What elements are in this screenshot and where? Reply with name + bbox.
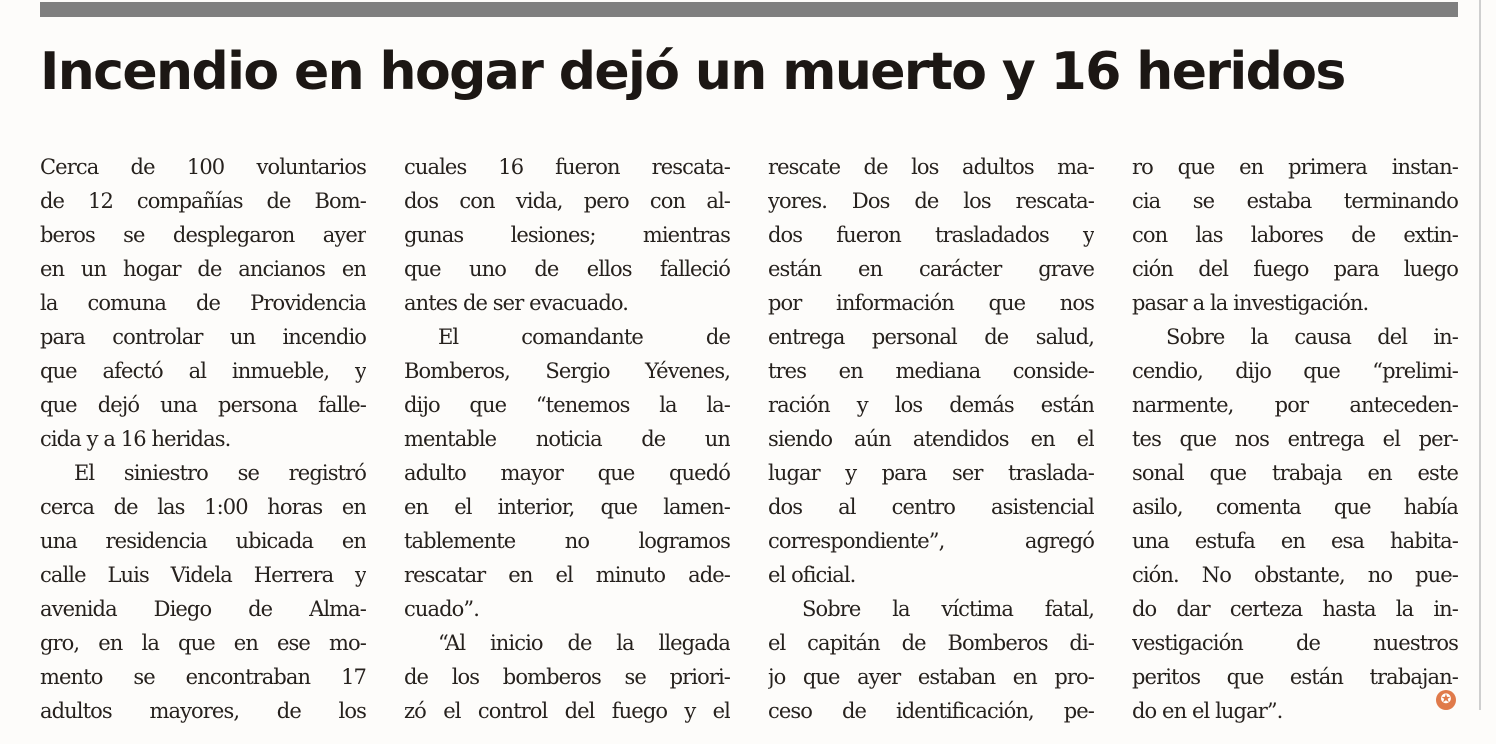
text-line: rescate de los adultos ma-	[768, 155, 1094, 179]
text-line: sonal que trabaja en este	[1132, 461, 1458, 485]
top-rule	[40, 2, 1458, 17]
text-line: una residencia ubicada en	[40, 529, 366, 553]
text-line: Bomberos, Sergio Yévenes,	[404, 359, 730, 383]
text-line: lugar y para ser traslada-	[768, 461, 1094, 485]
article-column-1	[40, 150, 366, 728]
text-line: vestigación de nuestros	[1132, 631, 1458, 655]
text-line: cuado”.	[404, 597, 480, 621]
text-line: Cerca de 100 voluntarios	[40, 155, 366, 179]
text-line: cerca de las 1:00 horas en	[40, 495, 366, 519]
text-line: gunas lesiones; mientras	[404, 223, 730, 247]
text-line: tes que nos entrega el per-	[1132, 427, 1458, 451]
text-line: do dar certeza hasta la in-	[1132, 597, 1458, 621]
text-line: ración y los demás están	[768, 393, 1094, 417]
text-line: correspondiente”, agregó	[768, 529, 1094, 553]
text-line: dos fueron trasladados y	[768, 223, 1094, 247]
text-line: gro, en la que en ese mo-	[40, 631, 366, 655]
text-line: pasar a la investigación.	[1132, 291, 1369, 315]
text-line: dos al centro asistencial	[768, 495, 1094, 519]
text-line: de los bomberos se priori-	[404, 665, 730, 689]
text-line: ción del fuego para luego	[1132, 257, 1458, 281]
text-line: cia se estaba terminando	[1132, 189, 1458, 213]
text-line: están en carácter grave	[768, 257, 1094, 281]
text-line: con las labores de extin-	[1132, 223, 1458, 247]
text-line: ro que en primera instan-	[1132, 155, 1458, 179]
text-line: “Al inicio de la llegada	[438, 631, 730, 655]
text-line: adultos mayores, de los	[40, 699, 366, 723]
text-line: ceso de identificación, pe-	[768, 699, 1094, 723]
text-line: El siniestro se registró	[74, 461, 366, 485]
text-line: mentable noticia de un	[404, 427, 730, 451]
text-line: en un hogar de ancianos en	[40, 257, 366, 281]
text-line: narmente, por anteceden-	[1132, 393, 1458, 417]
headline: Incendio en hogar dejó un muerto y 16 heridos	[40, 42, 1345, 102]
text-line: de 12 compañías de Bom-	[40, 189, 366, 213]
text-line: en el interior, que lamen-	[404, 495, 730, 519]
text-line: entrega personal de salud,	[768, 325, 1094, 349]
text-line: adulto mayor que quedó	[404, 461, 730, 485]
text-line: que uno de ellos falleció	[404, 257, 730, 281]
text-line: asilo, comenta que había	[1132, 495, 1458, 519]
text-line: jo que ayer estaban en pro-	[768, 665, 1094, 689]
text-line: El comandante de	[438, 325, 730, 349]
text-line: por información que nos	[768, 291, 1094, 315]
star-in-circle-icon: ✪	[1436, 690, 1456, 710]
text-line: Sobre la causa del in-	[1166, 325, 1458, 349]
text-line: mento se encontraban 17	[40, 665, 366, 689]
text-line: cida y a 16 heridas.	[40, 427, 231, 451]
article-column-4	[1132, 150, 1458, 728]
article-column-3	[768, 150, 1094, 728]
text-line: que afectó al inmueble, y	[40, 359, 366, 383]
text-line: para controlar un incendio	[40, 325, 366, 349]
column-rule	[1479, 0, 1481, 710]
text-line: dos con vida, pero con al-	[404, 189, 730, 213]
text-line: tablemente no logramos	[404, 529, 730, 553]
text-line: do en el lugar”.	[1132, 699, 1283, 723]
text-line: peritos que están trabajan-	[1132, 665, 1458, 689]
text-line: zó el control del fuego y el	[404, 699, 730, 723]
text-line: calle Luis Videla Herrera y	[40, 563, 366, 587]
text-line: tres en mediana conside-	[768, 359, 1094, 383]
text-line: una estufa en esa habita-	[1132, 529, 1458, 553]
text-line: avenida Diego de Alma-	[40, 597, 366, 621]
article-column-2	[404, 150, 730, 728]
text-line: el capitán de Bomberos di-	[768, 631, 1094, 655]
text-line: ción. No obstante, no pue-	[1132, 563, 1458, 587]
text-line: yores. Dos de los rescata-	[768, 189, 1094, 213]
text-line: cuales 16 fueron rescata-	[404, 155, 730, 179]
text-line: rescatar en el minuto ade-	[404, 563, 730, 587]
text-line: beros se desplegaron ayer	[40, 223, 366, 247]
text-line: Sobre la víctima fatal,	[802, 597, 1094, 621]
text-line: que dejó una persona falle-	[40, 393, 366, 417]
text-line: siendo aún atendidos en el	[768, 427, 1094, 451]
text-line: la comuna de Providencia	[40, 291, 366, 315]
text-line: antes de ser evacuado.	[404, 291, 629, 315]
text-line: el oficial.	[768, 563, 856, 587]
text-line: cendio, dijo que “prelimi-	[1132, 359, 1458, 383]
text-line: dijo que “tenemos la la-	[404, 393, 730, 417]
